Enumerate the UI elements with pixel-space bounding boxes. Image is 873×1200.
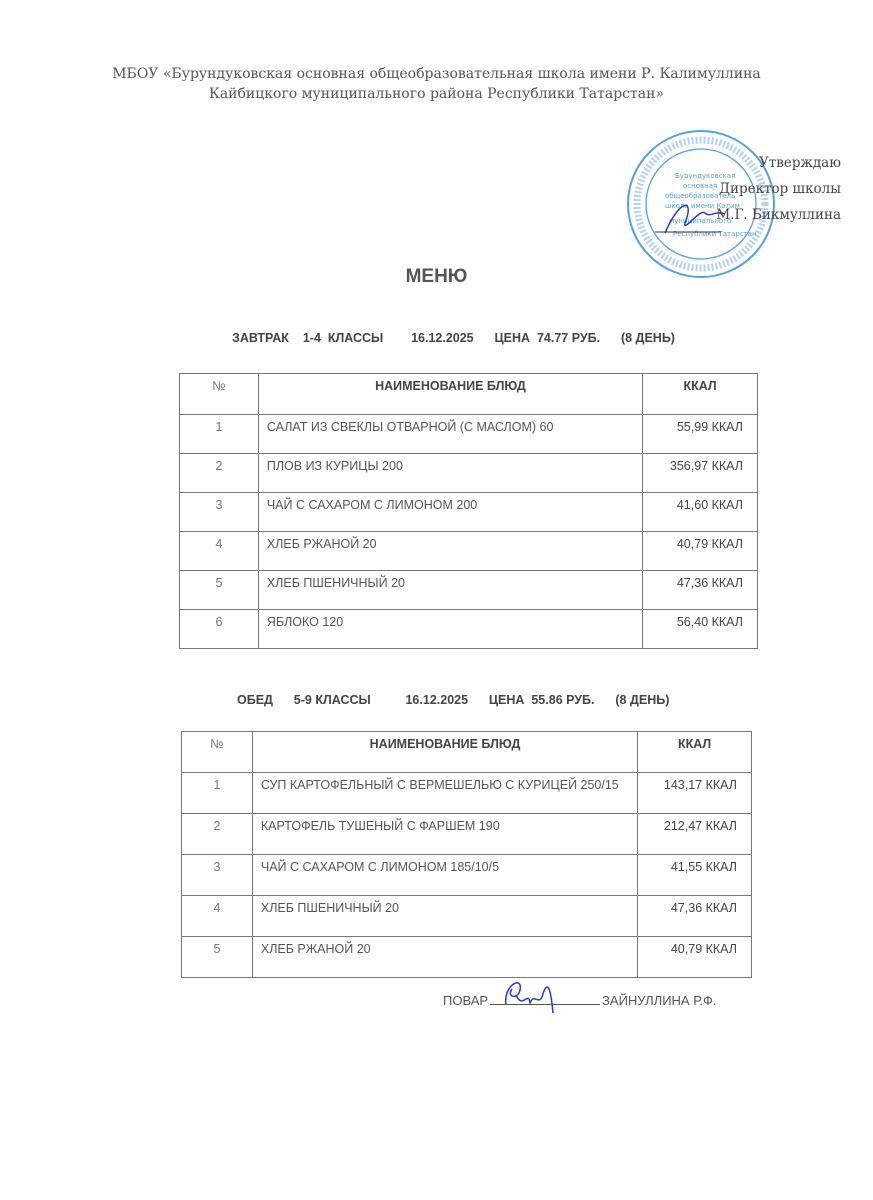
dish-name: ХЛЕБ ПШЕНИЧНЫЙ 20 — [252, 896, 637, 937]
table-row — [182, 773, 752, 814]
row-number: 2 — [182, 814, 253, 855]
dish-name: ЧАЙ С САХАРОМ С ЛИМОНОМ 185/10/5 — [252, 855, 637, 896]
dish-name: КАРТОФЕЛЬ ТУШЕНЫЙ С ФАРШЕМ 190 — [252, 814, 637, 855]
dish-name: ХЛЕБ ПШЕНИЧНЫЙ 20 — [258, 571, 642, 610]
dish-name: ЯБЛОКО 120 — [258, 610, 642, 649]
school-name-line2: Кайбицкого муниципального района Республики Татарстан» — [208, 86, 665, 102]
dish-kcal: 47,36 ККАЛ — [638, 896, 752, 937]
svg-text:школа имени Калим: школа имени Калим — [665, 202, 740, 210]
dish-kcal: 41,60 ККАЛ — [643, 493, 758, 532]
dish-kcal: 212,47 ККАЛ — [638, 814, 752, 855]
row-number: 4 — [182, 896, 253, 937]
svg-text:основная: основная — [683, 182, 718, 190]
dish-kcal: 143,17 ККАЛ — [638, 773, 752, 814]
school-name-line1: МБОУ «Бурундуковская основная общеобразовательная школа имени Р. Калимуллина — [112, 66, 761, 82]
dish-kcal: 55,99 ККАЛ — [643, 415, 758, 454]
col-kcal: ККАЛ — [638, 732, 752, 773]
table-row — [182, 937, 752, 978]
row-number: 3 — [182, 855, 253, 896]
page-title: МЕНЮ — [405, 266, 468, 287]
approval-position: Директор школы — [718, 181, 841, 197]
table-row — [182, 855, 752, 896]
row-number: 3 — [180, 493, 259, 532]
table-row — [180, 415, 758, 454]
dish-kcal: 40,79 ККАЛ — [643, 532, 758, 571]
table-row — [182, 814, 752, 855]
dish-kcal: 56,40 ККАЛ — [643, 610, 758, 649]
dish-name: ХЛЕБ РЖАНОЙ 20 — [258, 532, 642, 571]
dish-kcal: 41,55 ККАЛ — [638, 855, 752, 896]
row-number: 4 — [180, 532, 259, 571]
row-number: 5 — [182, 937, 253, 978]
table-row — [180, 493, 758, 532]
table-row — [180, 610, 758, 649]
dish-name: ПЛОВ ИЗ КУРИЦЫ 200 — [258, 454, 642, 493]
breakfast-table — [179, 373, 758, 649]
cook-label: ПОВАР — [443, 993, 489, 1008]
col-kcal: ККАЛ — [643, 374, 758, 415]
dish-name: СУП КАРТОФЕЛЬНЫЙ С ВЕРМЕШЕЛЬЮ С КУРИЦЕЙ 250/15 — [252, 773, 637, 814]
dish-kcal: 40,79 ККАЛ — [638, 937, 752, 978]
col-dish: НАИМЕНОВАНИЕ БЛЮД — [252, 732, 637, 773]
school-stamp — [625, 128, 777, 280]
approval-label: Утверждаю — [759, 155, 841, 171]
dish-kcal: 47,36 ККАЛ — [643, 571, 758, 610]
col-number: № — [182, 732, 253, 773]
lunch-heading: ОБЕД 5-9 КЛАССЫ 16.12.2025 ЦЕНА 55.86 РУБ. (8 ДЕНЬ) — [237, 693, 670, 707]
table-row — [180, 532, 758, 571]
cook-signature-line — [443, 993, 717, 1008]
dish-name: ХЛЕБ РЖАНОЙ 20 — [252, 937, 637, 978]
dish-kcal: 356,97 ККАЛ — [643, 454, 758, 493]
table-row — [180, 454, 758, 493]
row-number: 1 — [180, 415, 259, 454]
cook-signature — [498, 975, 558, 1020]
dish-name: САЛАТ ИЗ СВЕКЛЫ ОТВАРНОЙ (С МАСЛОМ) 60 — [258, 415, 642, 454]
row-number: 5 — [180, 571, 259, 610]
table-row — [180, 571, 758, 610]
svg-text:муниципального: муниципального — [669, 217, 732, 225]
svg-text:Бурундуковская: Бурундуковская — [675, 172, 736, 180]
row-number: 2 — [180, 454, 259, 493]
row-number: 6 — [180, 610, 259, 649]
col-dish: НАИМЕНОВАНИЕ БЛЮД — [258, 374, 642, 415]
lunch-table — [181, 731, 752, 978]
table-row — [182, 896, 752, 937]
svg-text:Республики Татарстан: Республики Татарстан — [673, 230, 757, 238]
approval-name: М.Г. Бикмуллина — [716, 207, 841, 223]
row-number: 1 — [182, 773, 253, 814]
dish-name: ЧАЙ С САХАРОМ С ЛИМОНОМ 200 — [258, 493, 642, 532]
breakfast-heading: ЗАВТРАК 1-4 КЛАССЫ 16.12.2025 ЦЕНА 74.77 РУБ. (8 ДЕНЬ) — [232, 331, 675, 345]
cook-name: ЗАЙНУЛЛИНА Р.Ф. — [602, 993, 717, 1008]
svg-text:общеобразователь: общеобразователь — [665, 192, 736, 200]
col-number: № — [180, 374, 259, 415]
